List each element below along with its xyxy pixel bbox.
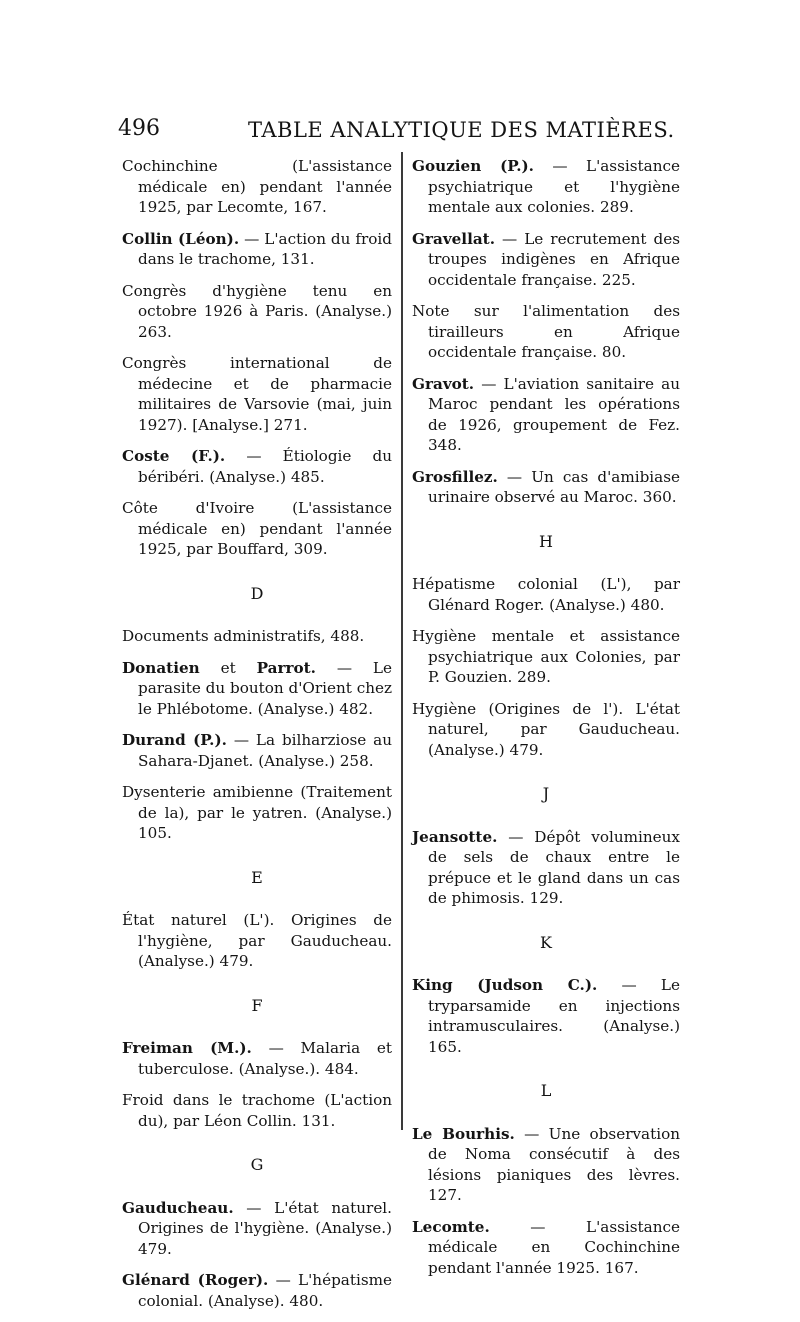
entry-text: — Dépôt volumineux de sels de chaux entre le prépuce et le gland dans un cas de phimosis. 129. [428,827,680,907]
entry-text: — Le recrutement des troupes indigènes en Afrique occidentale française. 225. [428,229,680,289]
entry-author: Freiman (M.). [122,1039,252,1057]
index-entry [122,156,392,218]
entry-text: Hépatisme colonial (L'), par Glénard Roger. (Analyse.) 480. [412,575,680,614]
entry-author: Lecomte. [412,1217,490,1236]
index-entry [122,1090,392,1131]
index-entry [412,626,680,688]
entry-text: — L'action du froid dans le trachome, 131. [138,229,392,268]
entry-author: King (Judson C.). [412,976,598,994]
entry-text: Cochinchine (L'assistance médicale en) pendant l'année 1925, par Lecomte, 167. [122,157,392,216]
page-number: 496 [118,116,160,141]
section-letter-g: G [250,1155,264,1174]
index-entry [412,1124,680,1206]
entry-author: Collin (Léon). [122,229,240,248]
entry-author: Gauducheau. [122,1198,234,1217]
entry-author: Gouzien (P.). [412,157,534,175]
entry-text: Documents administratifs, 488. [122,627,365,645]
entry-text: — L'assistance psychiatrique et l'hygiène mentale aux colonies. 289. [428,157,680,216]
index-entry [122,281,392,343]
index-entry [122,1038,392,1079]
index-entry [412,975,680,1057]
entry-text: Dysenterie amibienne (Traitement de la), par le yatren. (Analyse.) 105. [122,783,392,842]
entry-author: Le Bourhis. [412,1124,515,1143]
index-entry [412,574,680,615]
entry-text: — Malaria et tuberculose. (Analyse.). 484. [138,1039,393,1078]
entry-author: Glénard (Roger). [122,1271,269,1289]
index-entry [122,626,392,647]
index-entry [122,446,392,487]
entry-connector: et [199,658,257,677]
entry-author: Jeansotte. [412,827,498,846]
entry-text: Congrès d'hygiène tenu en octobre 1926 à Paris. (Analyse.) 263. [122,281,392,341]
entry-text: Côte d'Ivoire (L'assistance médicale en) pendant l'année 1925, par Bouffard, 309. [122,499,392,558]
index-entry [122,1270,392,1311]
entry-text: État naturel (L'). Origines de l'hygiène, par Gauducheau. (Analyse.) 479. [122,911,392,970]
section-letter-l: L [540,1081,552,1100]
section-letter-d: D [250,583,264,603]
entry-author: Donatien [122,658,200,677]
entry-text: — Étiologie du béribéri. (Analyse.) 485. [138,447,392,486]
entry-text: — Le tryparsamide en injections intramusculaires. (Analyse.) 165. [428,976,680,1056]
entry-author: Coste (F.). [122,447,226,465]
entry-author: Parrot. [256,658,316,677]
entry-text: Congrès international de médecine et de pharmacie militaires de Varsovie (mai, juin 1927). [Analyse.] 271. [122,354,392,434]
entry-text: Froid dans le trachome (L'action du), par Léon Collin. 131. [122,1091,392,1130]
entry-text: Hygiène (Origines de l'). L'état naturel, par Gauducheau. (Analyse.) 479. [412,699,680,759]
running-head: TABLE ANALYTIQUE DES MATIÈRES. [248,118,675,142]
section-letter-f: F [251,995,263,1015]
index-entry [412,1217,680,1279]
entry-author: Gravot. [412,374,475,393]
index-entry [122,498,392,560]
index-entry [412,827,680,909]
entry-author: Grosfillez. [412,467,498,486]
entry-author: Gravellat. [412,229,495,248]
index-entry [122,1198,392,1260]
section-letter-j: J [542,784,550,803]
index-entry [122,658,392,720]
index-entry [412,374,680,456]
index-entry [412,156,680,218]
index-entry [122,782,392,844]
section-letter-e: E [251,867,263,887]
left-column [122,156,392,1322]
index-entry [412,301,680,363]
entry-text: Note sur l'alimentation des tirailleurs en Afrique occidentale française. 80. [412,302,680,361]
right-column [412,156,680,1289]
index-entry [412,699,680,761]
entry-text: Hygiène mentale et assistance psychiatrique aux Colonies, par P. Gouzien. 289. [412,627,680,686]
index-entry [122,910,392,972]
index-entry [122,353,392,435]
index-entry [122,229,392,270]
entry-text: — La bilharziose au Sahara-Djanet. (Analyse.) 258. [138,731,393,770]
section-letter-k: K [540,932,552,952]
index-entry [412,229,680,291]
entry-text: — Un cas d'amibiase urinaire observé au Maroc. 360. [428,467,680,506]
entry-text: — L'assistance médicale en Cochinchine pendant l'année 1925. 167. [428,1217,680,1277]
column-divider [401,152,403,1130]
entry-text: — L'aviation sanitaire au Maroc pendant les opérations de 1926, groupement de Fez. 348. [428,374,680,454]
entry-text: — L'état naturel. Origines de l'hygiène. (Analyse.) 479. [138,1198,392,1258]
entry-author: Durand (P.). [122,731,227,749]
entry-text: — L'hépatisme colonial. (Analyse). 480. [138,1271,392,1310]
entry-text: — Une observation de Noma consécutif à des lésions pianiques des lèvres. 127. [428,1124,680,1204]
section-letter-h: H [539,531,553,551]
index-entry [412,467,680,508]
entry-text: — Le parasite du bouton d'Orient chez le Phlébotome. (Analyse.) 482. [138,658,392,718]
index-entry [122,730,392,771]
